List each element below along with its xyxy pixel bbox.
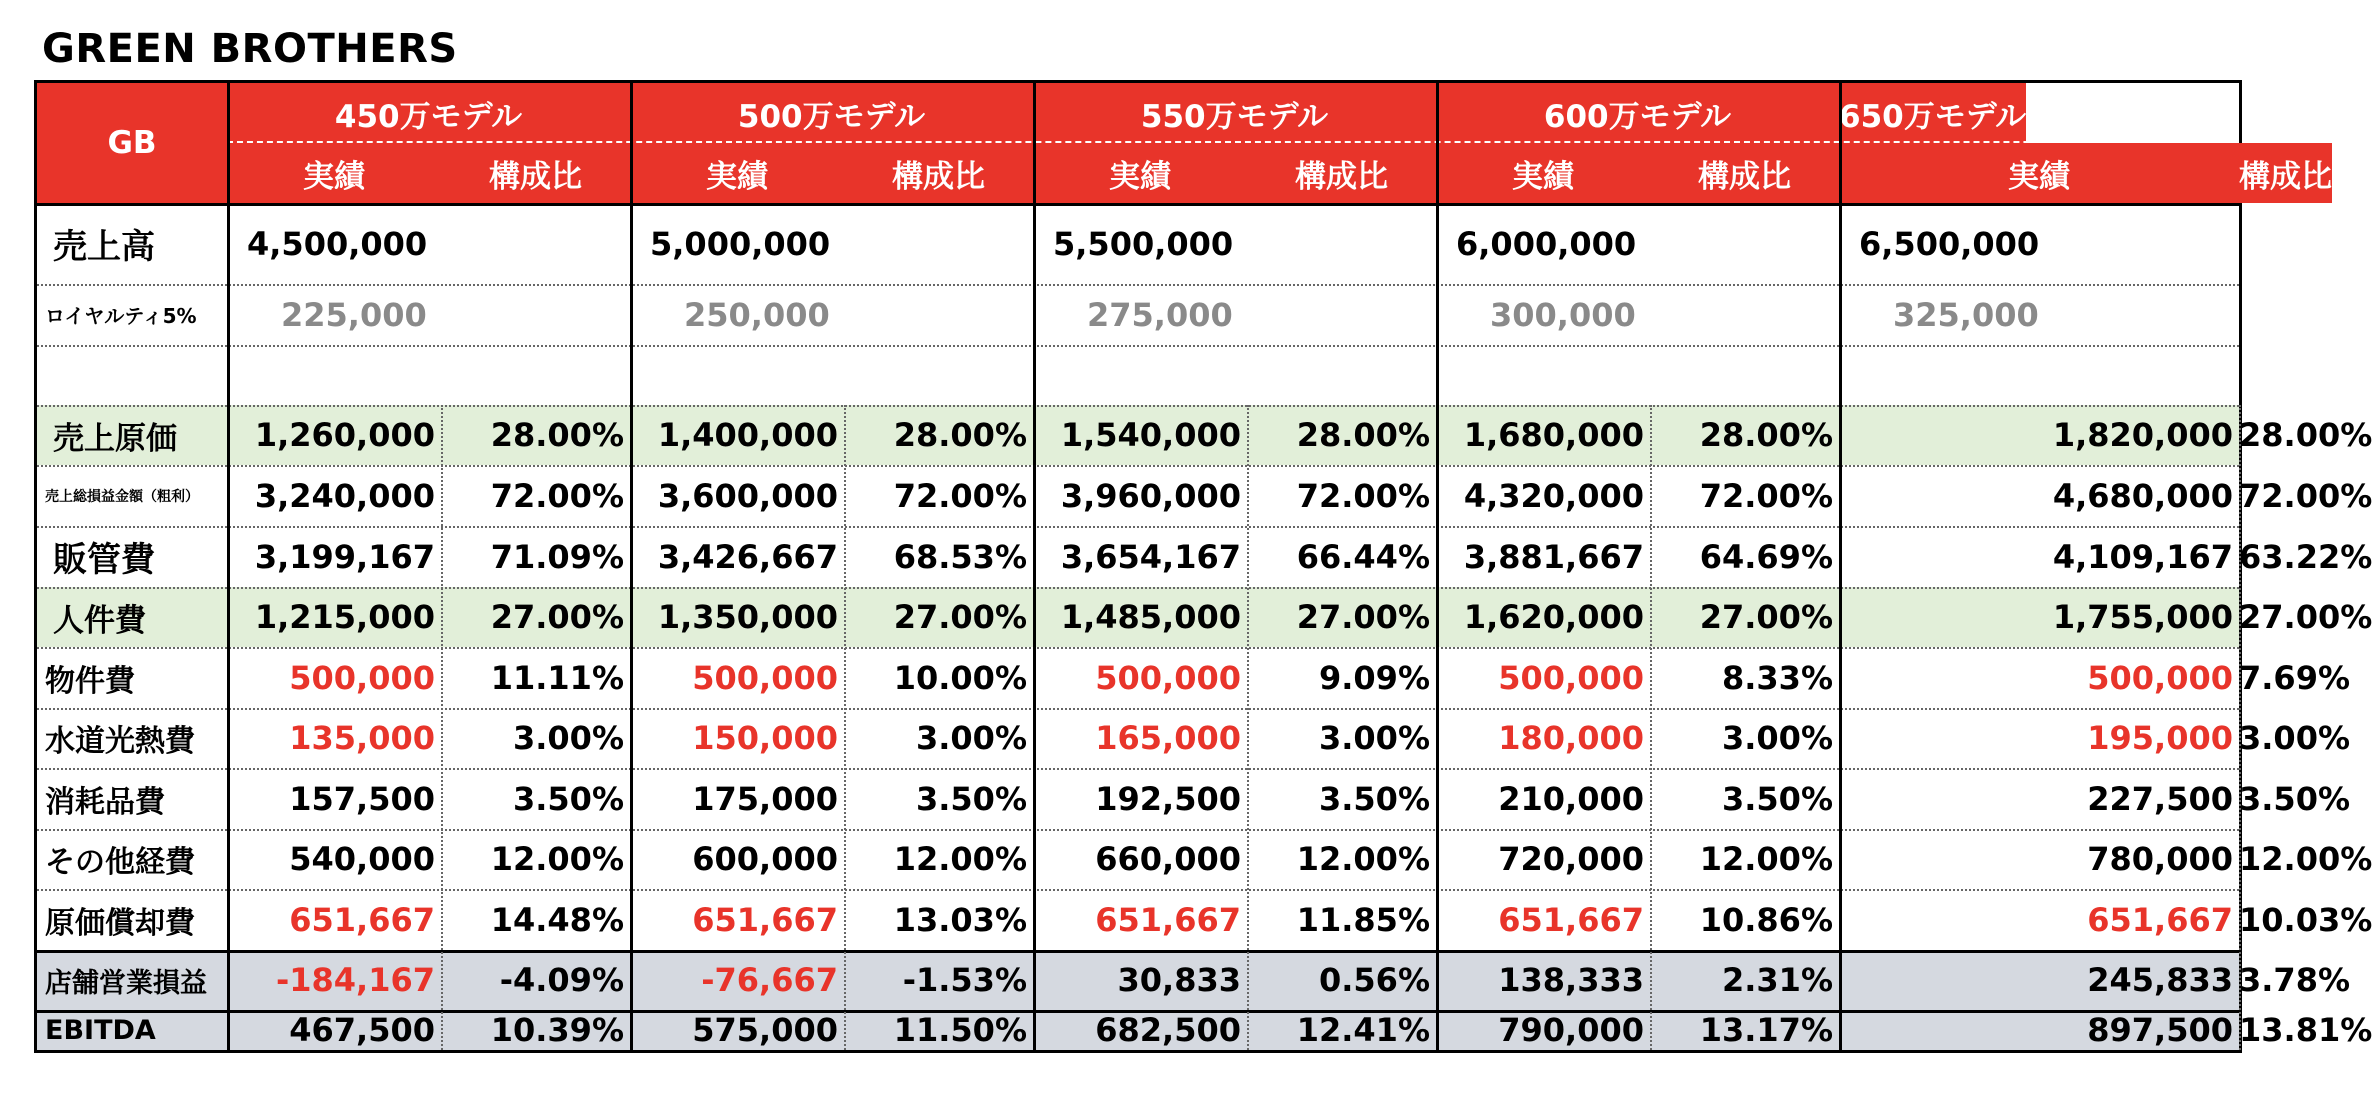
value-ratio: 13.17%	[1699, 1011, 1833, 1049]
column-divider	[2239, 405, 2241, 1050]
value-ratio	[441, 284, 630, 345]
row-divider	[37, 284, 2239, 286]
value-actual	[1839, 345, 2239, 405]
value-ratio: 72.00%	[490, 476, 624, 515]
column-divider	[1650, 405, 1652, 1050]
value-actual: 3,600,000	[657, 476, 838, 515]
value-actual: 500,000	[1095, 658, 1241, 697]
subheader-ratio: 構成比	[441, 143, 630, 203]
value-actual: 1,620,000	[1463, 598, 1644, 636]
value-actual: 138,333	[1498, 961, 1644, 999]
value-ratio: 28.00%	[2239, 416, 2373, 454]
value-ratio: 7.69%	[2239, 658, 2351, 697]
value-ratio: 8.33%	[1721, 658, 1833, 697]
value-actual: 275,000	[1087, 295, 1233, 334]
row-divider	[37, 405, 2239, 407]
value-actual: 1,260,000	[254, 416, 435, 454]
row-divider	[37, 768, 2239, 770]
value-actual: 5,500,000	[1053, 224, 1234, 263]
value-actual: 175,000	[692, 779, 838, 818]
row-label: 水道光熱費	[45, 724, 195, 759]
value-actual: 180,000	[1498, 719, 1644, 757]
row-divider	[37, 345, 2239, 347]
value-ratio: 28.00%	[1699, 416, 1833, 454]
row-divider	[37, 708, 2239, 710]
column-divider	[441, 405, 443, 1050]
row-divider	[37, 203, 2239, 206]
value-ratio: -1.53%	[902, 961, 1027, 999]
row-label: 店舗営業損益	[45, 967, 207, 999]
column-divider	[1247, 405, 1249, 1050]
row-label: ロイヤルティ5%	[45, 304, 197, 328]
value-ratio: -4.09%	[499, 961, 624, 999]
value-ratio: 27.00%	[490, 598, 624, 636]
value-ratio: 10.03%	[2239, 900, 2373, 939]
value-actual: 4,109,167	[2052, 537, 2233, 576]
value-ratio	[2239, 284, 2245, 345]
value-ratio: 3.50%	[1721, 779, 1833, 818]
subheader-ratio: 構成比	[1650, 143, 1839, 203]
value-actual	[630, 345, 844, 405]
value-actual	[227, 345, 441, 405]
value-actual: 467,500	[289, 1011, 435, 1049]
value-ratio: 14.48%	[490, 900, 624, 939]
model-header: 650万モデル	[1839, 83, 2026, 143]
value-actual: 720,000	[1498, 840, 1644, 878]
value-ratio: 64.69%	[1699, 537, 1833, 576]
row-divider	[37, 829, 2239, 831]
value-actual: 3,960,000	[1060, 476, 1241, 515]
row-divider	[37, 1010, 2239, 1013]
subheader-actual: 実績	[1839, 143, 2239, 203]
value-actual: 165,000	[1095, 719, 1241, 757]
value-ratio: 12.00%	[490, 840, 624, 878]
row-label: 売上原価	[53, 420, 177, 457]
value-actual: 3,426,667	[657, 537, 838, 576]
value-actual: 1,350,000	[657, 598, 838, 636]
page-title: GREEN BROTHERS	[42, 26, 458, 72]
value-ratio	[844, 345, 1033, 405]
value-actual: 500,000	[2087, 658, 2233, 697]
value-ratio: 3.00%	[2239, 719, 2351, 757]
row-label: その他経費	[45, 845, 195, 880]
subheader-ratio: 構成比	[2239, 143, 2332, 203]
value-actual: 210,000	[1498, 779, 1644, 818]
value-actual: 4,680,000	[2052, 476, 2233, 515]
value-ratio: 12.00%	[1296, 840, 1430, 878]
value-ratio: 3.00%	[915, 719, 1027, 757]
value-actual: 682,500	[1095, 1011, 1241, 1049]
value-actual	[1033, 345, 1247, 405]
value-ratio: 27.00%	[2239, 598, 2373, 636]
value-actual: 195,000	[2087, 719, 2233, 757]
subheader-actual: 実績	[227, 143, 441, 203]
value-ratio: 11.85%	[1296, 900, 1430, 939]
value-actual: 3,654,167	[1060, 537, 1241, 576]
value-ratio: 68.53%	[893, 537, 1027, 576]
column-divider	[1033, 83, 1036, 1050]
value-actual: 500,000	[289, 658, 435, 697]
row-label: 売上総損益金額（粗利）	[45, 488, 199, 505]
value-actual: 4,500,000	[247, 224, 428, 263]
row-label: EBITDA	[45, 1014, 156, 1046]
value-ratio: 27.00%	[1296, 598, 1430, 636]
value-ratio	[1247, 345, 1436, 405]
model-header: 550万モデル	[1033, 83, 1436, 143]
value-actual: 500,000	[1498, 658, 1644, 697]
value-ratio: 10.39%	[490, 1011, 624, 1049]
value-ratio: 66.44%	[1296, 537, 1430, 576]
header-corner-gb: GB	[37, 83, 227, 203]
row-label: 人件費	[53, 602, 146, 639]
row-divider	[227, 141, 2239, 143]
value-ratio: 72.00%	[2239, 476, 2373, 515]
value-actual: 245,833	[2087, 961, 2233, 999]
model-header: 450万モデル	[227, 83, 630, 143]
value-actual: 300,000	[1490, 295, 1636, 334]
column-divider	[630, 83, 633, 1050]
value-ratio: 3.50%	[2239, 779, 2351, 818]
row-label: 販管費	[53, 540, 155, 580]
row-label: 原価償却費	[45, 905, 195, 941]
value-ratio: 3.78%	[2239, 961, 2351, 999]
value-actual: 325,000	[1893, 295, 2039, 334]
value-actual: 5,000,000	[650, 224, 831, 263]
value-actual: 250,000	[684, 295, 830, 334]
row-label: 消耗品費	[45, 784, 165, 820]
value-ratio: 12.00%	[1699, 840, 1833, 878]
value-actual: 225,000	[281, 295, 427, 334]
subheader-ratio: 構成比	[844, 143, 1033, 203]
row-label	[37, 345, 227, 405]
subheader-actual: 実績	[1436, 143, 1650, 203]
value-ratio: 12.41%	[1296, 1011, 1430, 1049]
value-actual: 4,320,000	[1463, 476, 1644, 515]
model-header: 500万モデル	[630, 83, 1033, 143]
value-ratio: 9.09%	[1318, 658, 1430, 697]
value-actual: 3,199,167	[254, 537, 435, 576]
row-divider	[37, 465, 2239, 467]
value-ratio: 10.00%	[893, 658, 1027, 697]
row-divider	[37, 587, 2239, 589]
value-ratio: 3.50%	[512, 779, 624, 818]
value-ratio: 11.11%	[490, 658, 624, 697]
value-actual: 651,667	[289, 900, 435, 939]
value-actual: 157,500	[289, 779, 435, 818]
value-actual: 500,000	[692, 658, 838, 697]
column-divider	[844, 405, 846, 1050]
value-ratio: 12.00%	[2239, 840, 2373, 878]
value-actual: 1,820,000	[2052, 416, 2233, 454]
value-ratio: 28.00%	[490, 416, 624, 454]
value-actual: 1,215,000	[254, 598, 435, 636]
value-actual	[1436, 345, 1650, 405]
value-actual: 897,500	[2087, 1011, 2233, 1049]
value-actual: 651,667	[692, 900, 838, 939]
value-ratio: 12.00%	[893, 840, 1027, 878]
value-ratio: 27.00%	[1699, 598, 1833, 636]
value-ratio: 0.56%	[1318, 961, 1430, 999]
value-ratio: 11.50%	[893, 1011, 1027, 1049]
value-actual: 6,000,000	[1456, 224, 1637, 263]
value-actual: 192,500	[1095, 779, 1241, 818]
column-divider	[1839, 83, 1842, 1050]
financial-table	[34, 80, 2373, 1053]
value-actual: 540,000	[289, 840, 435, 878]
value-ratio: 3.50%	[1318, 779, 1430, 818]
value-ratio	[844, 203, 1033, 284]
value-ratio: 3.00%	[1318, 719, 1430, 757]
value-actual: -184,167	[275, 961, 435, 999]
value-ratio: 10.86%	[1699, 900, 1833, 939]
value-ratio: 27.00%	[893, 598, 1027, 636]
value-actual: 227,500	[2087, 779, 2233, 818]
value-actual: 135,000	[289, 719, 435, 757]
value-actual: 1,680,000	[1463, 416, 1644, 454]
value-actual: 600,000	[692, 840, 838, 878]
row-divider	[37, 950, 2239, 953]
value-actual: 780,000	[2087, 840, 2233, 878]
value-actual: 651,667	[1498, 900, 1644, 939]
value-ratio: 3.00%	[512, 719, 624, 757]
value-actual: 1,540,000	[1060, 416, 1241, 454]
value-ratio: 3.50%	[915, 779, 1027, 818]
value-ratio: 72.00%	[893, 476, 1027, 515]
value-ratio	[2239, 203, 2245, 284]
value-ratio	[441, 203, 630, 284]
value-actual: 3,240,000	[254, 476, 435, 515]
value-actual: 1,400,000	[657, 416, 838, 454]
value-ratio: 13.03%	[893, 900, 1027, 939]
value-ratio	[1247, 284, 1436, 345]
value-actual: 6,500,000	[1859, 224, 2040, 263]
row-label: 売上高	[53, 227, 155, 267]
value-ratio	[2239, 345, 2245, 405]
row-divider	[37, 647, 2239, 649]
value-actual: 1,755,000	[2052, 598, 2233, 636]
value-ratio: 3.00%	[1721, 719, 1833, 757]
value-ratio	[1650, 284, 1839, 345]
value-actual: 3,881,667	[1463, 537, 1644, 576]
value-actual: 575,000	[692, 1011, 838, 1049]
value-ratio: 71.09%	[490, 537, 624, 576]
value-ratio	[441, 345, 630, 405]
value-ratio	[844, 284, 1033, 345]
value-ratio: 63.22%	[2239, 537, 2373, 576]
row-divider	[37, 889, 2239, 891]
row-label: 物件費	[45, 663, 135, 699]
value-ratio	[1247, 203, 1436, 284]
subheader-actual: 実績	[630, 143, 844, 203]
model-header: 600万モデル	[1436, 83, 1839, 143]
row-divider	[37, 526, 2239, 528]
value-actual: -76,667	[701, 961, 838, 999]
column-divider	[1436, 83, 1439, 1050]
value-actual: 790,000	[1498, 1011, 1644, 1049]
value-ratio: 13.81%	[2239, 1011, 2373, 1049]
value-actual: 651,667	[2087, 900, 2233, 939]
value-ratio: 2.31%	[1721, 961, 1833, 999]
value-ratio	[1650, 345, 1839, 405]
value-ratio: 72.00%	[1699, 476, 1833, 515]
value-actual: 150,000	[692, 719, 838, 757]
value-actual: 660,000	[1095, 840, 1241, 878]
subheader-actual: 実績	[1033, 143, 1247, 203]
value-actual: 1,485,000	[1060, 598, 1241, 636]
value-ratio: 28.00%	[1296, 416, 1430, 454]
subheader-ratio: 構成比	[1247, 143, 1436, 203]
value-ratio: 72.00%	[1296, 476, 1430, 515]
column-divider	[227, 83, 230, 1050]
value-ratio	[1650, 203, 1839, 284]
value-actual: 651,667	[1095, 900, 1241, 939]
value-actual: 30,833	[1117, 961, 1241, 999]
value-ratio: 28.00%	[893, 416, 1027, 454]
